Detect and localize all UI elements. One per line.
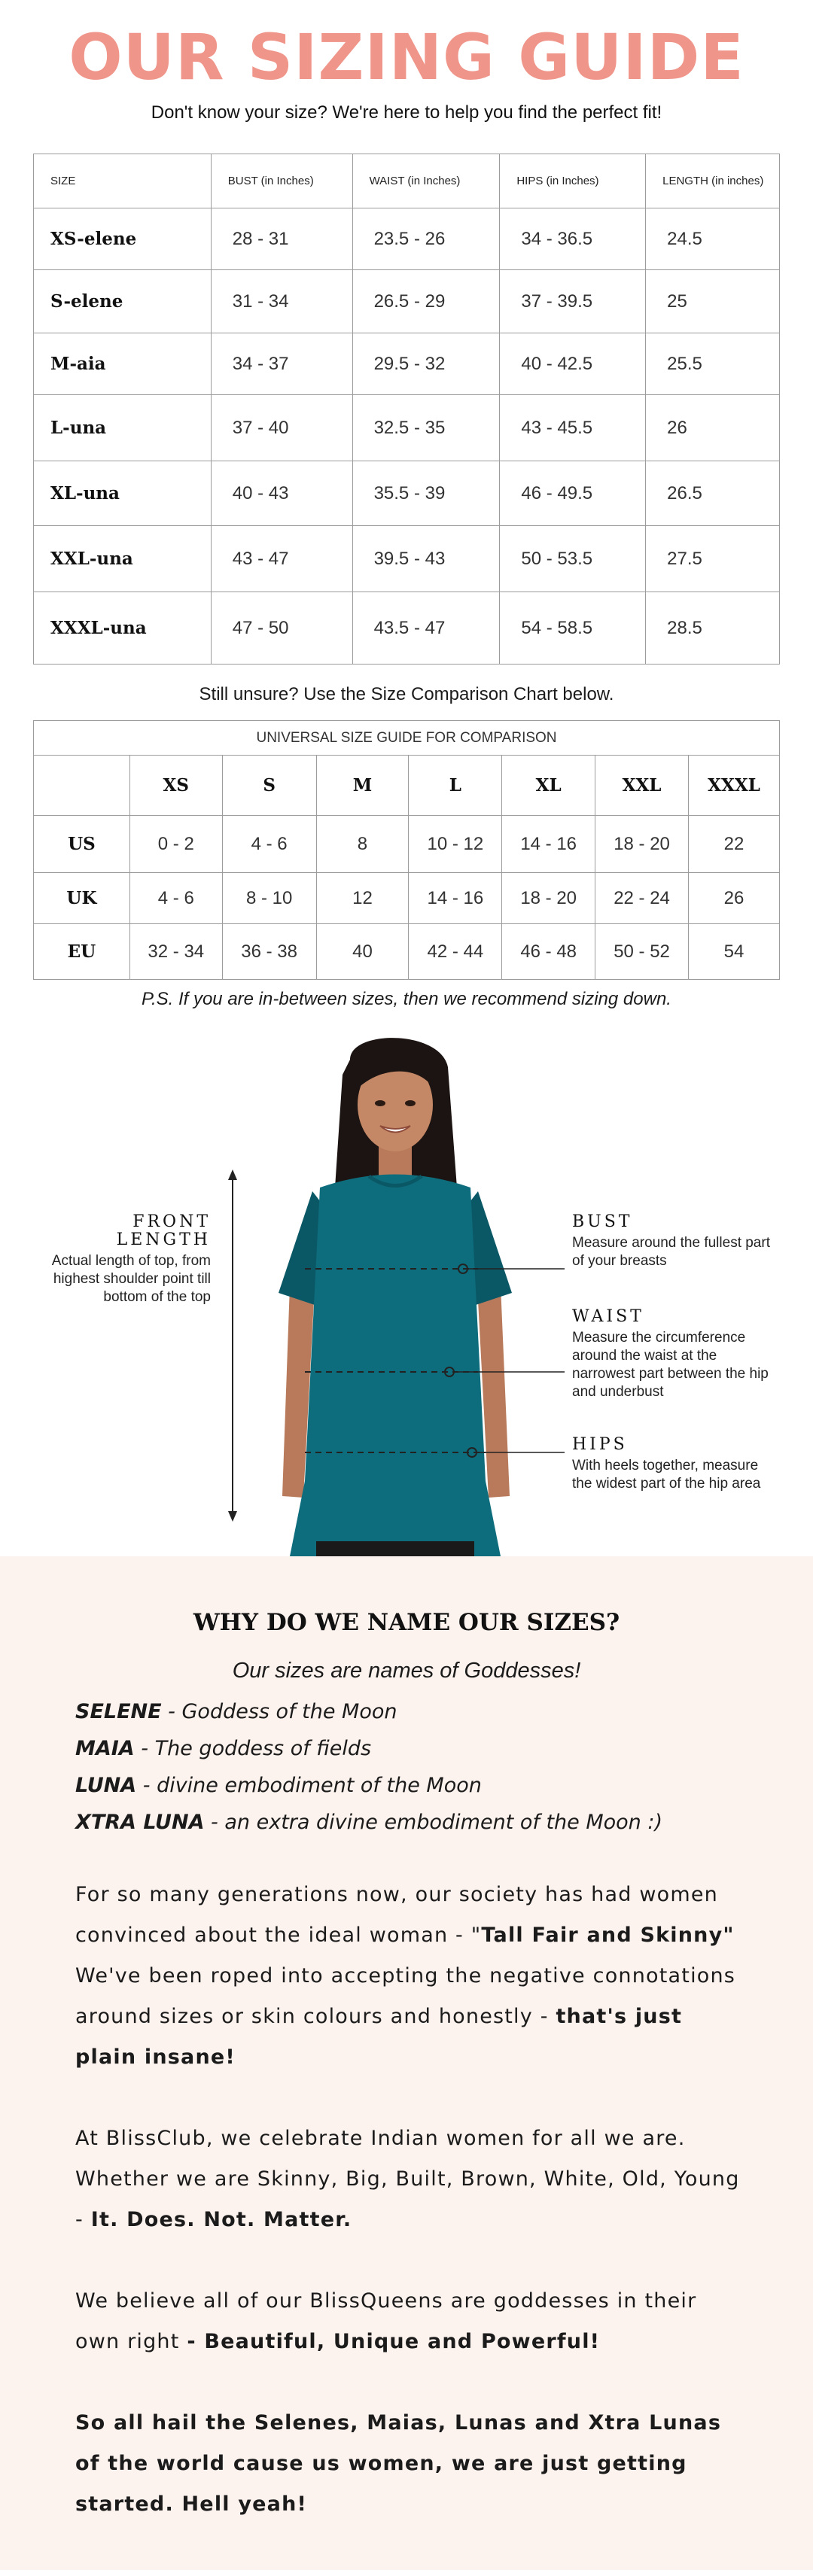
table-cell: 31 - 34 — [211, 270, 352, 333]
table-row — [34, 333, 780, 395]
goddess-name: LUNA — [75, 1774, 137, 1797]
front-length-title: FRONT LENGTH — [116, 1212, 211, 1249]
bust-description: Measure around the fullest part of your breasts — [572, 1235, 770, 1269]
table-cell: 47 - 50 — [211, 592, 352, 665]
region-label: EU — [34, 924, 130, 980]
table-cell: 23.5 - 26 — [352, 208, 500, 270]
table-cell: 22 - 24 — [595, 873, 689, 924]
table-cell: 28 - 31 — [211, 208, 352, 270]
table-cell: 43.5 - 47 — [352, 592, 500, 665]
table-cell: 46 - 48 — [502, 924, 595, 980]
pants-shape — [316, 1541, 474, 1556]
emphasis-text: Tall Fair and Skinny" — [481, 1924, 735, 1947]
table-cell: 26 — [646, 395, 780, 461]
table-cell: 14 - 16 — [409, 873, 502, 924]
waist-description: Measure the circumference around the waist at the narrowest part between the hip and underbust — [572, 1330, 769, 1400]
paragraph-closing — [75, 2403, 745, 2525]
size-name: XXXL-una — [34, 592, 212, 665]
table-row — [34, 592, 780, 665]
size-name: XXL-una — [34, 526, 212, 592]
table-cell: 46 - 49.5 — [500, 461, 646, 526]
page-title: OUR SIZING GUIDE — [69, 20, 744, 94]
paragraph-ideal-woman — [75, 1875, 745, 2078]
table-cell: 36 - 38 — [222, 924, 316, 980]
column-header: S — [222, 756, 316, 816]
size-name: S-elene — [34, 270, 212, 333]
goddess-description: - an extra divine embodiment of the Moon :) — [204, 1811, 663, 1834]
column-header: M — [316, 756, 409, 816]
size-name: XL-una — [34, 461, 212, 526]
table-cell: 37 - 40 — [211, 395, 352, 461]
comparison-table-title: UNIVERSAL SIZE GUIDE FOR COMPARISON — [34, 721, 780, 756]
column-header: XL — [502, 756, 595, 816]
front-length-label — [30, 1213, 211, 1306]
emphasis-text: that's just plain insane! — [75, 2005, 683, 2069]
goddess-description: - Goddess of the Moon — [161, 1700, 397, 1723]
table-cell: 37 - 39.5 — [500, 270, 646, 333]
table-row — [34, 873, 780, 924]
column-header: HIPS (in Inches) — [500, 154, 646, 208]
table-cell: 40 — [316, 924, 409, 980]
column-header: XXXL — [689, 756, 780, 816]
waist-title: WAIST — [572, 1307, 644, 1326]
size-name: L-una — [34, 395, 212, 461]
table-cell: 43 - 47 — [211, 526, 352, 592]
top-garment — [290, 1175, 501, 1557]
table-row — [34, 395, 780, 461]
column-header: XXL — [595, 756, 689, 816]
table-cell: 54 — [689, 924, 780, 980]
table-cell: 18 - 20 — [595, 816, 689, 873]
table-cell: 43 - 45.5 — [500, 395, 646, 461]
goddess-item — [75, 1774, 813, 1797]
comparison-intro: Still unsure? Use the Size Comparison Chart below. — [199, 684, 614, 704]
table-cell: 54 - 58.5 — [500, 592, 646, 665]
table-cell: 32 - 34 — [129, 924, 222, 980]
goddess-item — [75, 1700, 813, 1723]
arrow-head-top — [228, 1169, 237, 1180]
arrow-head-bottom — [228, 1511, 237, 1522]
eye-right — [405, 1100, 416, 1106]
table-cell: 27.5 — [646, 526, 780, 592]
emphasis-text: It. Does. Not. Matter. — [90, 2208, 352, 2231]
front-length-description: Actual length of top, from highest shoulder point till bottom of the top — [51, 1253, 211, 1305]
table-cell: 25 — [646, 270, 780, 333]
table-cell: 4 - 6 — [129, 873, 222, 924]
goddess-name: MAIA — [75, 1737, 135, 1760]
goddess-description: - divine embodiment of the Moon — [136, 1774, 482, 1797]
table-cell: 8 — [316, 816, 409, 873]
table-row — [34, 461, 780, 526]
text-span: For so many generations now, our society has had women convinced about the ideal woman - " — [75, 1883, 718, 1947]
column-header: SIZE — [34, 154, 212, 208]
table-cell: 14 - 16 — [502, 816, 595, 873]
table-cell: 8 - 10 — [222, 873, 316, 924]
table-cell: 42 - 44 — [409, 924, 502, 980]
table-row — [34, 816, 780, 873]
table-cell: 40 - 42.5 — [500, 333, 646, 395]
bust-label — [572, 1213, 775, 1270]
goddess-item — [75, 1811, 813, 1834]
region-label: US — [34, 816, 130, 873]
table-cell: 24.5 — [646, 208, 780, 270]
hips-label — [572, 1436, 775, 1493]
eye-left — [375, 1100, 385, 1106]
table-cell: 28.5 — [646, 592, 780, 665]
table-cell: 35.5 - 39 — [352, 461, 500, 526]
table-cell: 10 - 12 — [409, 816, 502, 873]
size-name: XS-elene — [34, 208, 212, 270]
table-cell: 32.5 - 35 — [352, 395, 500, 461]
table-row — [34, 526, 780, 592]
table-cell: 25.5 — [646, 333, 780, 395]
table-row — [34, 270, 780, 333]
goddess-description: - The goddess of fields — [134, 1737, 372, 1760]
table-row — [34, 208, 780, 270]
table-cell: 26 — [689, 873, 780, 924]
table-row — [34, 924, 780, 980]
measurement-figure — [0, 1029, 813, 1556]
emphasis-text: So all hail the Selenes, Maias, Lunas and Xtra Lunas of the world cause us women, we are just getting started. Hell yeah! — [75, 2411, 722, 2516]
empty-corner-cell — [34, 756, 130, 816]
section-intro: Our sizes are names of Goddesses! — [232, 1659, 581, 1683]
table-cell: 40 - 43 — [211, 461, 352, 526]
size-table-header-row — [34, 154, 780, 208]
text-span: We believe all of our BlissQueens are goddesses in their own right — [75, 2289, 697, 2353]
paragraph-celebrate — [75, 2118, 745, 2240]
bust-title: BUST — [572, 1212, 633, 1231]
table-cell: 26.5 - 29 — [352, 270, 500, 333]
emphasis-text: - Beautiful, Unique and Powerful! — [187, 2330, 601, 2353]
column-header: L — [409, 756, 502, 816]
column-header: BUST (in Inches) — [211, 154, 352, 208]
hips-description: With heels together, measure the widest part of the hip area — [572, 1458, 761, 1492]
region-label: UK — [34, 873, 130, 924]
table-cell: 4 - 6 — [222, 816, 316, 873]
table-cell: 22 — [689, 816, 780, 873]
model-illustration — [260, 1029, 531, 1556]
column-header: LENGTH (in inches) — [646, 154, 780, 208]
table-cell: 18 - 20 — [502, 873, 595, 924]
page-subtitle: Don't know your size? We're here to help you find the perfect fit! — [151, 102, 662, 123]
size-name: M-aia — [34, 333, 212, 395]
table-cell: 26.5 — [646, 461, 780, 526]
table-cell: 34 - 37 — [211, 333, 352, 395]
hips-title: HIPS — [572, 1435, 628, 1454]
table-cell: 0 - 2 — [129, 816, 222, 873]
text-span: At BlissClub, we celebrate Indian women for all we are. Whether we are Skinny, Big, Built, Brown, White, Old, Young - — [75, 2127, 740, 2231]
size-chart-table — [33, 154, 780, 665]
table-cell: 39.5 - 43 — [352, 526, 500, 592]
table-cell: 34 - 36.5 — [500, 208, 646, 270]
table-cell: 50 - 53.5 — [500, 526, 646, 592]
goddess-name: SELENE — [75, 1700, 162, 1723]
table-cell: 50 - 52 — [595, 924, 689, 980]
column-header: WAIST (in Inches) — [352, 154, 500, 208]
goddess-item — [75, 1737, 813, 1760]
column-header: XS — [129, 756, 222, 816]
table-cell: 12 — [316, 873, 409, 924]
size-comparison-table — [33, 720, 780, 980]
table-cell: 29.5 - 32 — [352, 333, 500, 395]
sizing-tip: P.S. If you are in-between sizes, then we recommend sizing down. — [142, 989, 671, 1009]
text-span: We've been roped into accepting the negative connotations around sizes or skin colours and honestly - — [75, 1964, 736, 2028]
goddess-name: XTRA LUNA — [75, 1811, 205, 1834]
paragraph-goddesses — [75, 2281, 745, 2362]
section-heading: WHY DO WE NAME OUR SIZES? — [193, 1609, 620, 1636]
waist-label — [572, 1308, 775, 1401]
size-names-section — [0, 1556, 813, 2570]
